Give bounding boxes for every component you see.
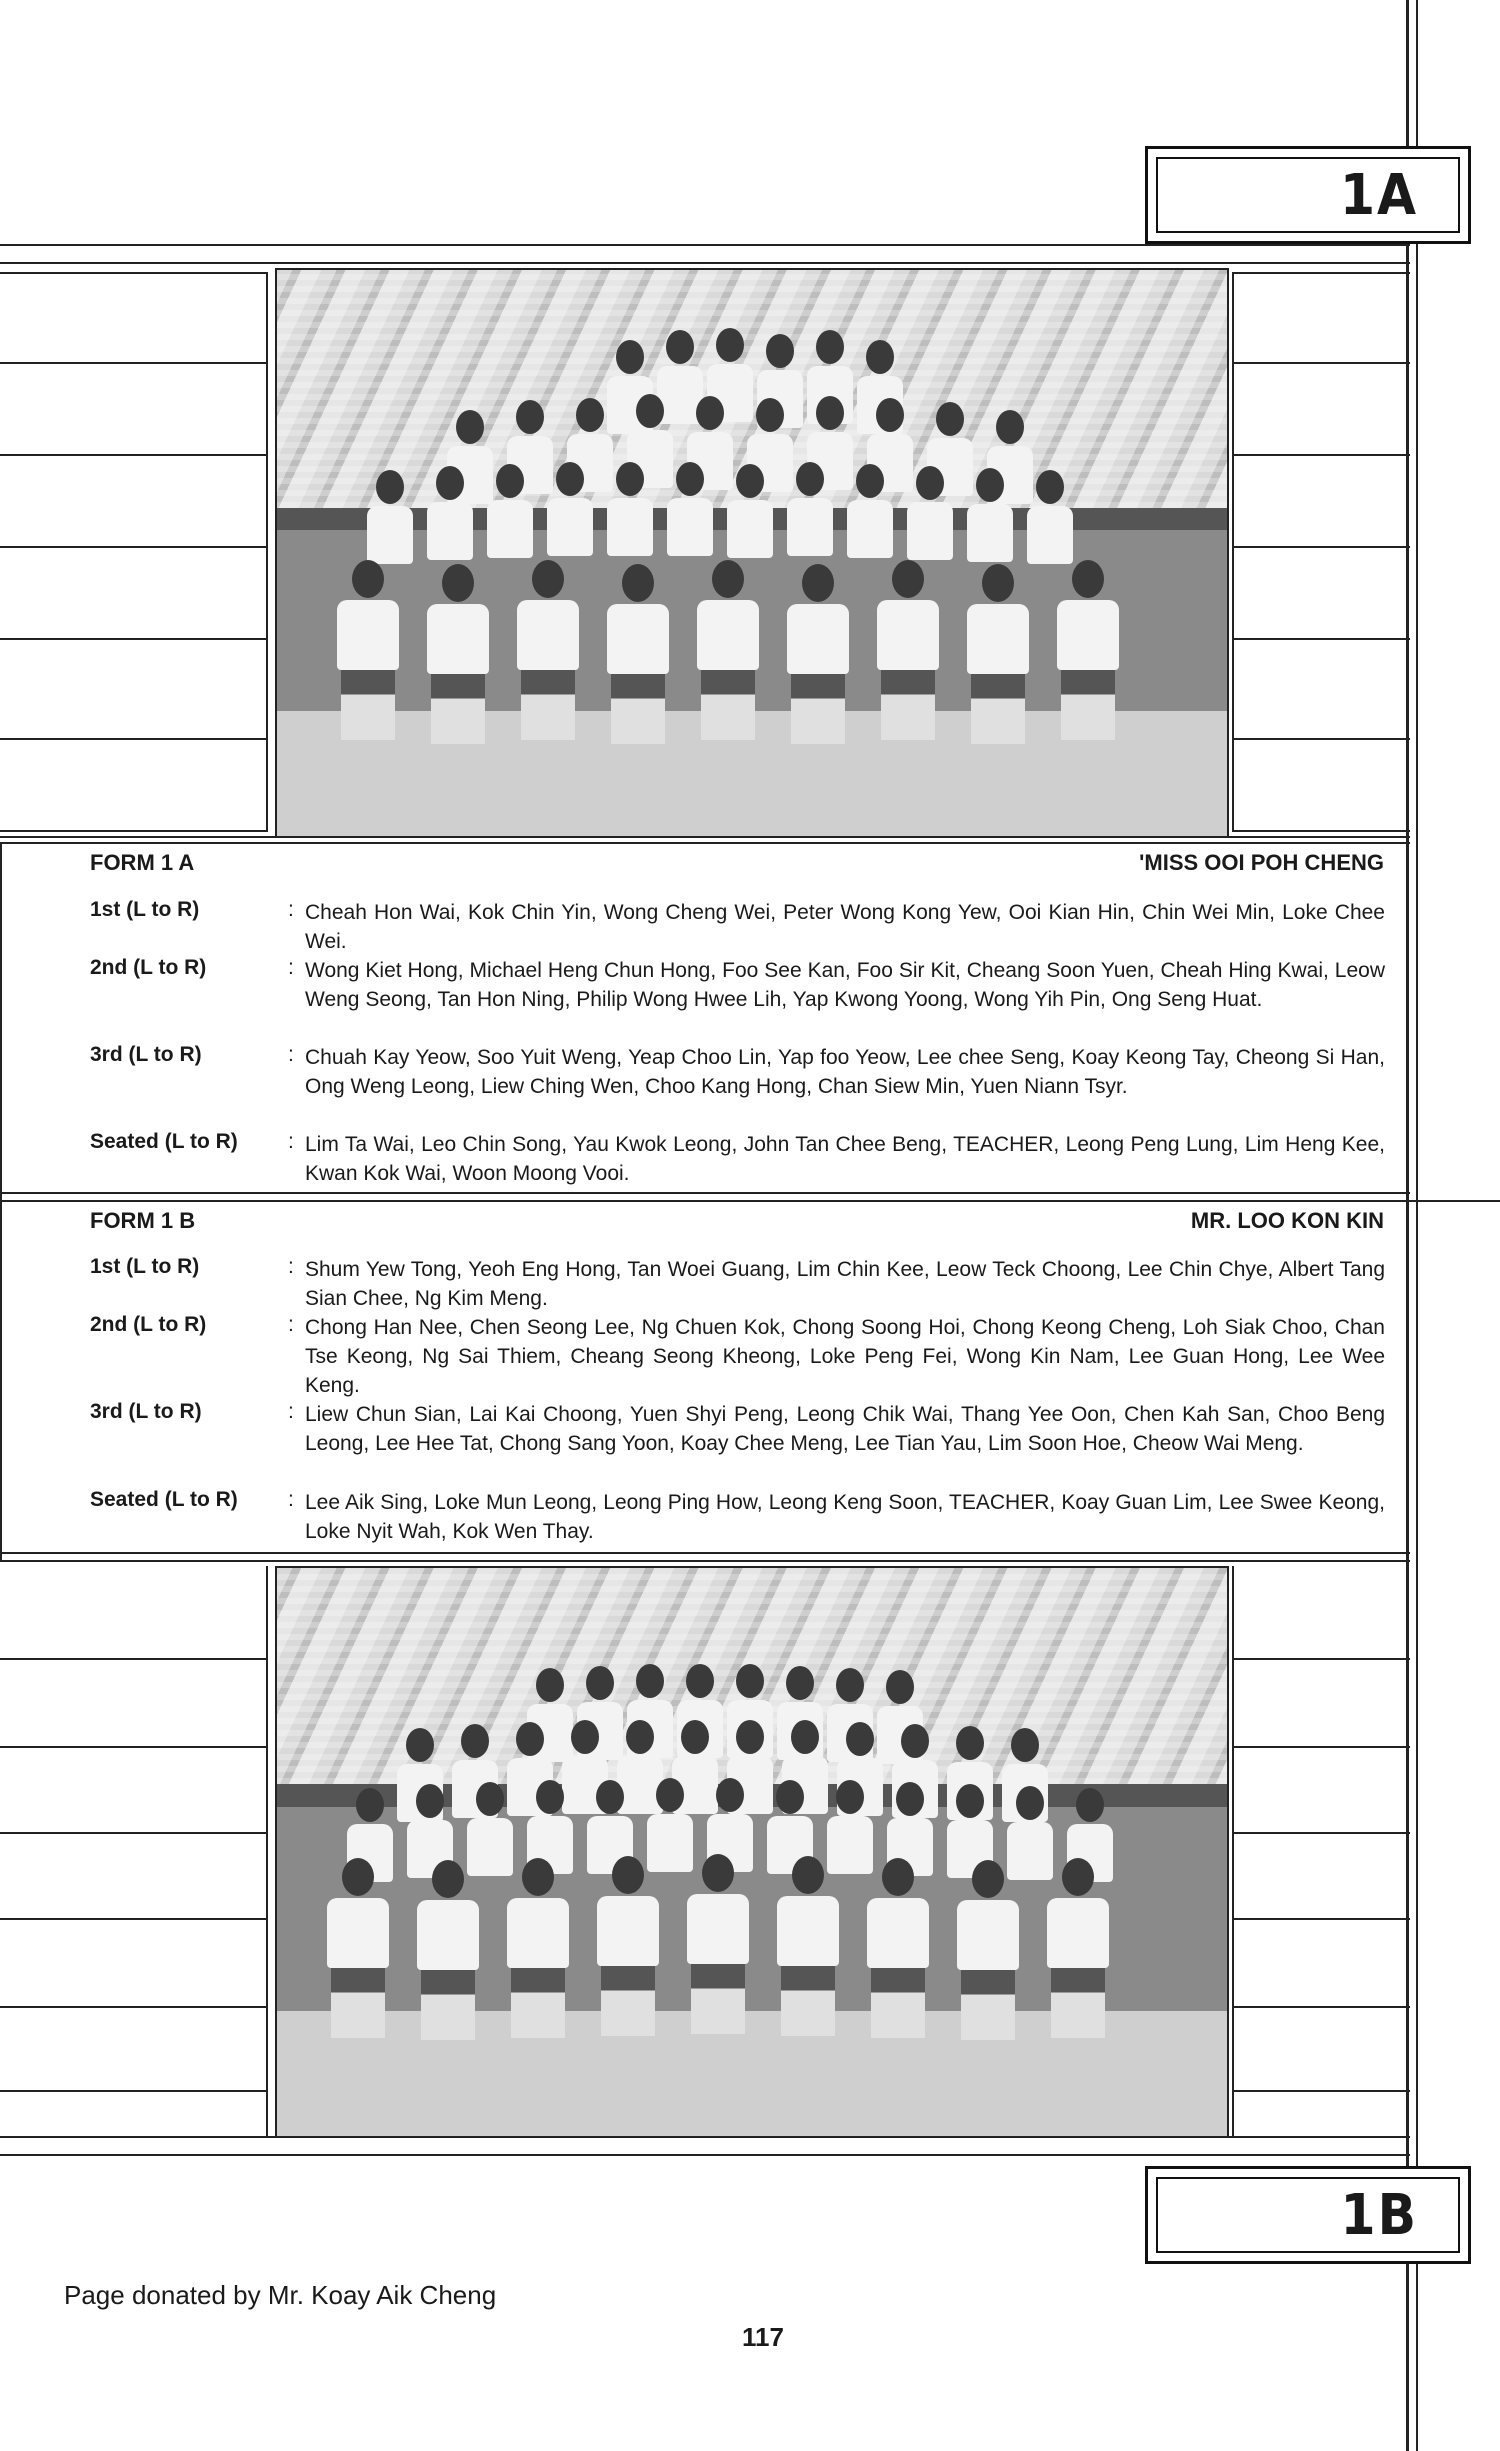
class-tab-1a bbox=[1145, 146, 1471, 244]
frame-right-line-2 bbox=[1416, 0, 1418, 2451]
rule-bottom-1 bbox=[0, 2136, 1410, 2138]
class-photo-1a bbox=[275, 268, 1229, 838]
row-label: 2nd (L to R) bbox=[90, 956, 207, 979]
form-1a-teacher: 'MISS OOI POH CHENG bbox=[1139, 850, 1384, 875]
row-label: 2nd (L to R) bbox=[90, 1313, 207, 1336]
donation-credit: Page donated by Mr. Koay Aik Cheng bbox=[64, 2280, 497, 2310]
rule-top-2 bbox=[0, 262, 1410, 264]
rule-caption-b-bottom-2 bbox=[0, 1560, 1410, 1562]
rule-caption-a-top bbox=[0, 836, 1410, 838]
row-names: Shum Yew Tong, Yeoh Eng Hong, Tan Woei Guang, Lim Chin Kee, Leow Teck Choong, Lee Chin Chye, Albert Tang Sian Chee, Ng Kim Meng. bbox=[305, 1258, 1385, 1310]
form-1b-title: FORM 1 B bbox=[90, 1208, 196, 1233]
form-1b-teacher: MR. LOO KON KIN bbox=[1190, 1208, 1384, 1233]
row-label: Seated (L to R) bbox=[90, 1130, 238, 1153]
row-label: 3rd (L to R) bbox=[90, 1043, 202, 1066]
rule-top-1 bbox=[0, 244, 1410, 246]
rule-between-forms-1 bbox=[0, 1192, 1410, 1194]
row-names: Lee Aik Sing, Loke Mun Leong, Leong Ping How, Leong Keng Soon, TEACHER, Koay Guan Lim, Lee Swee Keong, Loke Nyit Wah, Kok Wen Thay. bbox=[305, 1491, 1385, 1543]
page-number: 117 bbox=[742, 2322, 784, 2352]
row-label: 1st (L to R) bbox=[90, 898, 200, 921]
rule-bottom-2 bbox=[0, 2154, 1410, 2156]
row-names: Liew Chun Sian, Lai Kai Choong, Yuen Shyi Peng, Leong Chik Wai, Thang Yee Oon, Chen Kah San, Choo Beng Leong, Lee Hee Tat, Chong Sang Yoon, Koay Chee Meng, Lee Tian Yau, Lim Soon Hoe, Cheow Wai Meng. bbox=[305, 1403, 1385, 1455]
form-1a-title: FORM 1 A bbox=[90, 850, 195, 875]
rule-caption-a-top-2 bbox=[0, 842, 1410, 844]
row-names: Cheah Hon Wai, Kok Chin Yin, Wong Cheng Wei, Peter Wong Kong Yew, Ooi Kian Hin, Chin Wei Min, Loke Chee Wei. bbox=[305, 901, 1385, 953]
class-tab-1b bbox=[1145, 2166, 1471, 2264]
row-label: 1st (L to R) bbox=[90, 1255, 200, 1278]
row-names: Chuah Kay Yeow, Soo Yuit Weng, Yeap Choo Lin, Yap foo Yeow, Lee chee Seng, Koay Keong Tay, Cheong Si Han, Ong Weng Leong, Liew Ching Wen, Choo Kang Hong, Chan Siew Min, Yuen Niann Tsyr. bbox=[305, 1046, 1385, 1098]
class-photo-1b bbox=[275, 1566, 1229, 2138]
class-tab-1a-label: 1A bbox=[1156, 157, 1460, 233]
row-label: 3rd (L to R) bbox=[90, 1400, 202, 1423]
class-tab-1b-label: 1B bbox=[1156, 2177, 1460, 2253]
caption-b-left-border bbox=[0, 1200, 2, 1560]
caption-b-right-border bbox=[1406, 1200, 1408, 1560]
row-names: Chong Han Nee, Chen Seong Lee, Ng Chuen Kok, Chong Soong Hoi, Chong Keong Cheng, Loh Siak Choo, Chan Tse Keong, Ng Sai Thiem, Cheang Seong Kheong, Loke Peng Fei, Wong Kin Nam, Lee Guan Hong, Lee Wee Keng. bbox=[305, 1316, 1385, 1397]
row-names: Lim Ta Wai, Leo Chin Song, Yau Kwok Leong, John Tan Chee Beng, TEACHER, Leong Peng Lung, Lim Heng Kee, Kwan Kok Wai, Woon Moong Vooi. bbox=[305, 1133, 1385, 1185]
caption-a-right-border bbox=[1406, 842, 1408, 1202]
caption-a-left-border bbox=[0, 842, 2, 1202]
row-label: Seated (L to R) bbox=[90, 1488, 238, 1511]
rule-between-forms-2 bbox=[0, 1200, 1500, 1202]
row-names: Wong Kiet Hong, Michael Heng Chun Hong, Foo See Kan, Foo Sir Kit, Cheang Soon Yuen, Cheah Hing Kwai, Leow Weng Seong, Tan Hon Ning, Philip Wong Hwee Lih, Yap Kwong Yoong, Wong Yih Pin, Ong Seng Huat. bbox=[305, 959, 1385, 1011]
rule-caption-b-bottom-1 bbox=[0, 1552, 1410, 1554]
